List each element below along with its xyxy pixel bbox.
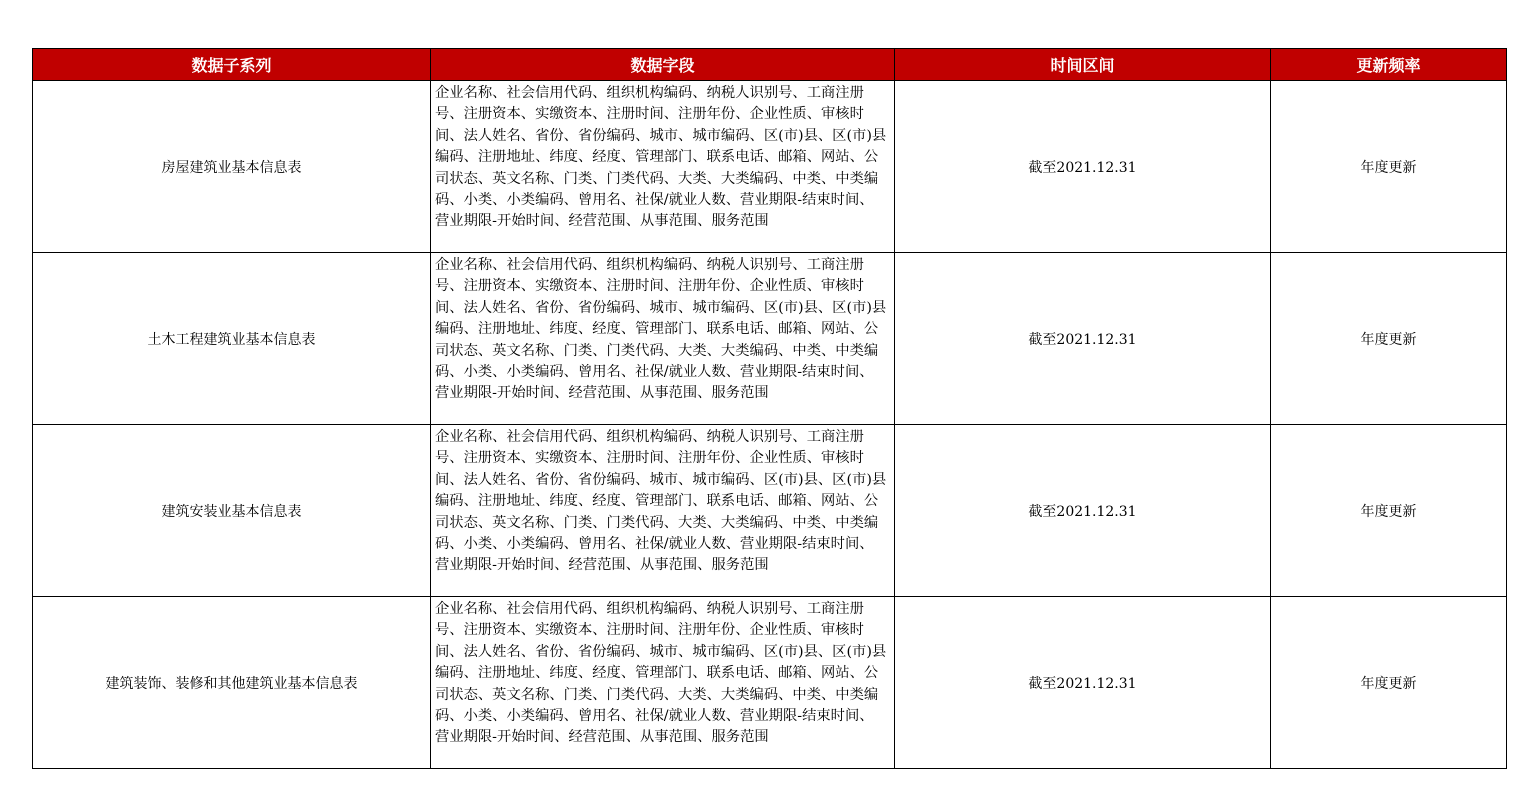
period-cell: 截至2021.12.31 [895, 253, 1271, 425]
fields-text: 企业名称、社会信用代码、组织机构编码、纳税人识别号、工商注册号、注册资本、实缴资本、注册时间、注册年份、企业性质、审核时间、法人姓名、省份、省份编码、城市、城市编码、区(市)县、区(市)县编码、注册地址、纬度、经度、管理部门、联系电话、邮箱、网站、公司状态、英文名称、门类、门类代码、大类、大类编码、中类、中类编码、小类、小类编码、曾用名、社保/就业人数、营业期限-结束时间、营业期限-开始时间、经营范围、从事范围、服务范围 [435, 257, 887, 402]
table-row [33, 81, 1507, 253]
data-series-table [32, 48, 1507, 769]
table-header-row [33, 49, 1507, 81]
fields-cell [431, 253, 895, 425]
header-frequency: 更新频率 [1271, 49, 1507, 81]
series-cell: 建筑安装业基本信息表 [33, 425, 431, 597]
fields-cell [431, 425, 895, 597]
table-row [33, 597, 1507, 769]
fields-cell [431, 597, 895, 769]
table-row [33, 425, 1507, 597]
period-cell: 截至2021.12.31 [895, 597, 1271, 769]
table-row [33, 253, 1507, 425]
frequency-cell: 年度更新 [1271, 597, 1507, 769]
header-series: 数据子系列 [33, 49, 431, 81]
frequency-cell: 年度更新 [1271, 81, 1507, 253]
series-cell: 土木工程建筑业基本信息表 [33, 253, 431, 425]
frequency-cell: 年度更新 [1271, 425, 1507, 597]
period-cell: 截至2021.12.31 [895, 425, 1271, 597]
fields-cell [431, 81, 895, 253]
frequency-cell: 年度更新 [1271, 253, 1507, 425]
fields-text: 企业名称、社会信用代码、组织机构编码、纳税人识别号、工商注册号、注册资本、实缴资本、注册时间、注册年份、企业性质、审核时间、法人姓名、省份、省份编码、城市、城市编码、区(市)县、区(市)县编码、注册地址、纬度、经度、管理部门、联系电话、邮箱、网站、公司状态、英文名称、门类、门类代码、大类、大类编码、中类、中类编码、小类、小类编码、曾用名、社保/就业人数、营业期限-结束时间、营业期限-开始时间、经营范围、从事范围、服务范围 [435, 429, 887, 574]
header-fields: 数据字段 [431, 49, 895, 81]
period-cell: 截至2021.12.31 [895, 81, 1271, 253]
header-period: 时间区间 [895, 49, 1271, 81]
fields-text: 企业名称、社会信用代码、组织机构编码、纳税人识别号、工商注册号、注册资本、实缴资本、注册时间、注册年份、企业性质、审核时间、法人姓名、省份、省份编码、城市、城市编码、区(市)县、区(市)县编码、注册地址、纬度、经度、管理部门、联系电话、邮箱、网站、公司状态、英文名称、门类、门类代码、大类、大类编码、中类、中类编码、小类、小类编码、曾用名、社保/就业人数、营业期限-结束时间、营业期限-开始时间、经营范围、从事范围、服务范围 [435, 85, 887, 230]
series-cell: 房屋建筑业基本信息表 [33, 81, 431, 253]
fields-text: 企业名称、社会信用代码、组织机构编码、纳税人识别号、工商注册号、注册资本、实缴资本、注册时间、注册年份、企业性质、审核时间、法人姓名、省份、省份编码、城市、城市编码、区(市)县、区(市)县编码、注册地址、纬度、经度、管理部门、联系电话、邮箱、网站、公司状态、英文名称、门类、门类代码、大类、大类编码、中类、中类编码、小类、小类编码、曾用名、社保/就业人数、营业期限-结束时间、营业期限-开始时间、经营范围、从事范围、服务范围 [435, 601, 887, 746]
series-cell: 建筑装饰、装修和其他建筑业基本信息表 [33, 597, 431, 769]
data-table-container [32, 48, 1506, 769]
